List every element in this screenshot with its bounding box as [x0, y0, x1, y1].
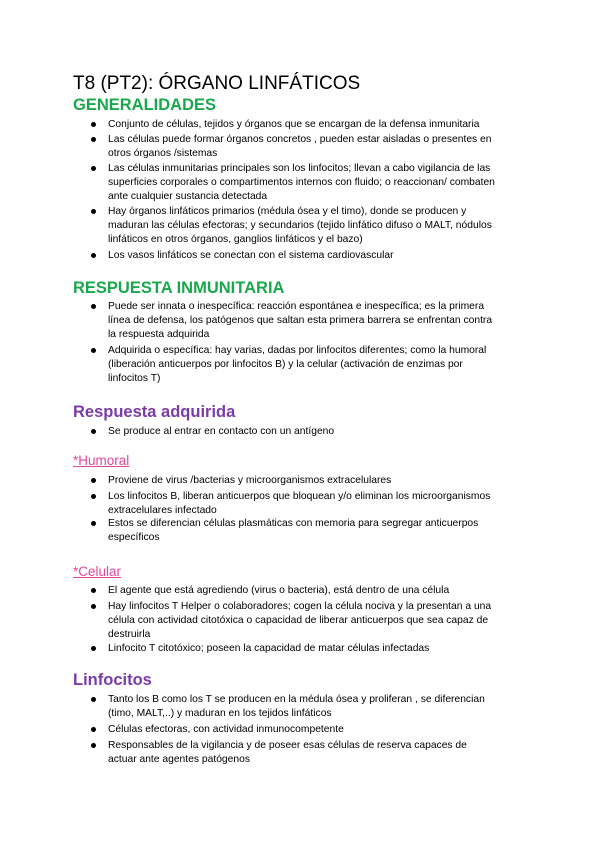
list-item-text: línea de defensa, los patógenos que saltan esta primera barrera se enfrentan contra	[108, 315, 493, 326]
heading-linfocitos: Linfocitos	[73, 671, 152, 689]
bullet-icon	[91, 588, 96, 593]
list-item-text: Los vasos linfáticos se conectan con el sistema cardiovascular	[108, 250, 394, 261]
bullet-icon	[91, 348, 96, 353]
list-item-text: Células efectoras, con actividad inmunocompetente	[108, 724, 344, 735]
list-item-text: Adquirida o específica: hay varias, dadas por linfocitos diferentes; como la humoral	[108, 345, 487, 356]
list-item-text: actuar ante agentes patógenos	[108, 754, 250, 765]
list-item-text: Tanto los B como los T se producen en la médula ósea y proliferan , se diferencian	[108, 694, 485, 705]
list-item-text: (liberación anticuerpos por linfocitos B) y la celular (activación de enzimas por	[108, 359, 463, 370]
heading-respuesta-adquirida: Respuesta adquirida	[73, 403, 236, 421]
heading-generalidades: GENERALIDADES	[73, 96, 217, 114]
list-item-text: extracelulares infectado	[108, 505, 217, 516]
list-item-text: superficies corporales o compartimentos internos con fluido; o reaccionan/ combaten	[108, 177, 495, 188]
heading-humoral: *Humoral	[73, 453, 130, 468]
list-item-text: El agente que está agrediendo (virus o bacteria), está dentro de una célula	[108, 585, 450, 596]
list-item-text: Los linfocitos B, liberan anticuerpos que bloquean y/o eliminan los microorganismos	[108, 491, 491, 502]
document-title: T8 (PT2): ÓRGANO LINFÁTICOS	[73, 73, 361, 94]
list-item-text: Proviene de virus /bacterias y microorganismos extracelulares	[108, 475, 392, 486]
list-item-text: Responsables de la vigilancia y de poseer esas células de reserva capaces de	[108, 740, 467, 751]
bullet-icon	[91, 743, 96, 748]
bullet-icon	[91, 646, 96, 651]
list-item-text: (timo, MALT,..) y maduran en los tejidos linfáticos	[108, 708, 332, 719]
bullet-icon	[91, 253, 96, 258]
list-item-text: Estos se diferencian células plasmáticas con memoria para segregar anticuerpos	[108, 518, 479, 529]
list-item-text: Linfocito T citotóxico; poseen la capacidad de matar células infectadas	[108, 643, 430, 654]
heading-respuesta-inmunitaria: RESPUESTA INMUNITARIA	[73, 279, 285, 297]
list-item-text: ante cualquier sustancia detectada	[108, 191, 268, 202]
bullet-icon	[91, 494, 96, 499]
list-item-text: célula con actividad citotóxica o capacidad de liberar anticuerpos que sea capaz de	[108, 615, 489, 626]
list-item-text: Puede ser innata o inespecífica: reacción espontánea e inespecífica; es la primera	[108, 301, 485, 312]
list-item-text: maduran las células efectoras; y secundarios (tejido linfático difuso o MALT, nódulos	[108, 220, 492, 231]
list-item-text: Conjunto de células, tejidos y órganos que se encargan de la defensa inmunitaria	[108, 119, 480, 130]
list-item-text: otros órganos /sistemas	[108, 148, 218, 159]
list-item-text: la respuesta adquirida	[108, 329, 210, 340]
list-item-text: linfocitos T)	[108, 373, 161, 384]
list-item-text: Se produce al entrar en contacto con un antígeno	[108, 426, 335, 437]
bullet-icon	[91, 604, 96, 609]
bullet-icon	[91, 521, 96, 526]
list-item-text: específicos	[108, 532, 160, 543]
list-item-text: destruirla	[108, 629, 151, 640]
bullet-icon	[91, 478, 96, 483]
bullet-icon	[91, 727, 96, 732]
bullet-icon	[91, 209, 96, 214]
bullet-icon	[91, 166, 96, 171]
bullet-icon	[91, 429, 96, 434]
bullet-icon	[91, 137, 96, 142]
list-item-text: Las células puede formar órganos concretos , pueden estar aisladas o presentes en	[108, 134, 492, 145]
heading-celular: *Celular	[73, 564, 122, 579]
bullet-icon	[91, 304, 96, 309]
list-item-text: Hay órganos linfáticos primarios (médula ósea y el timo), donde se producen y	[108, 206, 467, 217]
bullet-icon	[91, 697, 96, 702]
bullet-icon	[91, 122, 96, 127]
list-item-text: Las células inmunitarias principales son los linfocitos; llevan a cabo vigilancia de las	[108, 163, 491, 174]
list-item-text: Hay linfocitos T Helper o colaboradores; cogen la célula nociva y la presentan a una	[108, 601, 492, 612]
list-item-text: linfáticos en otros órganos, ganglios linfáticos y el bazo)	[108, 234, 363, 245]
